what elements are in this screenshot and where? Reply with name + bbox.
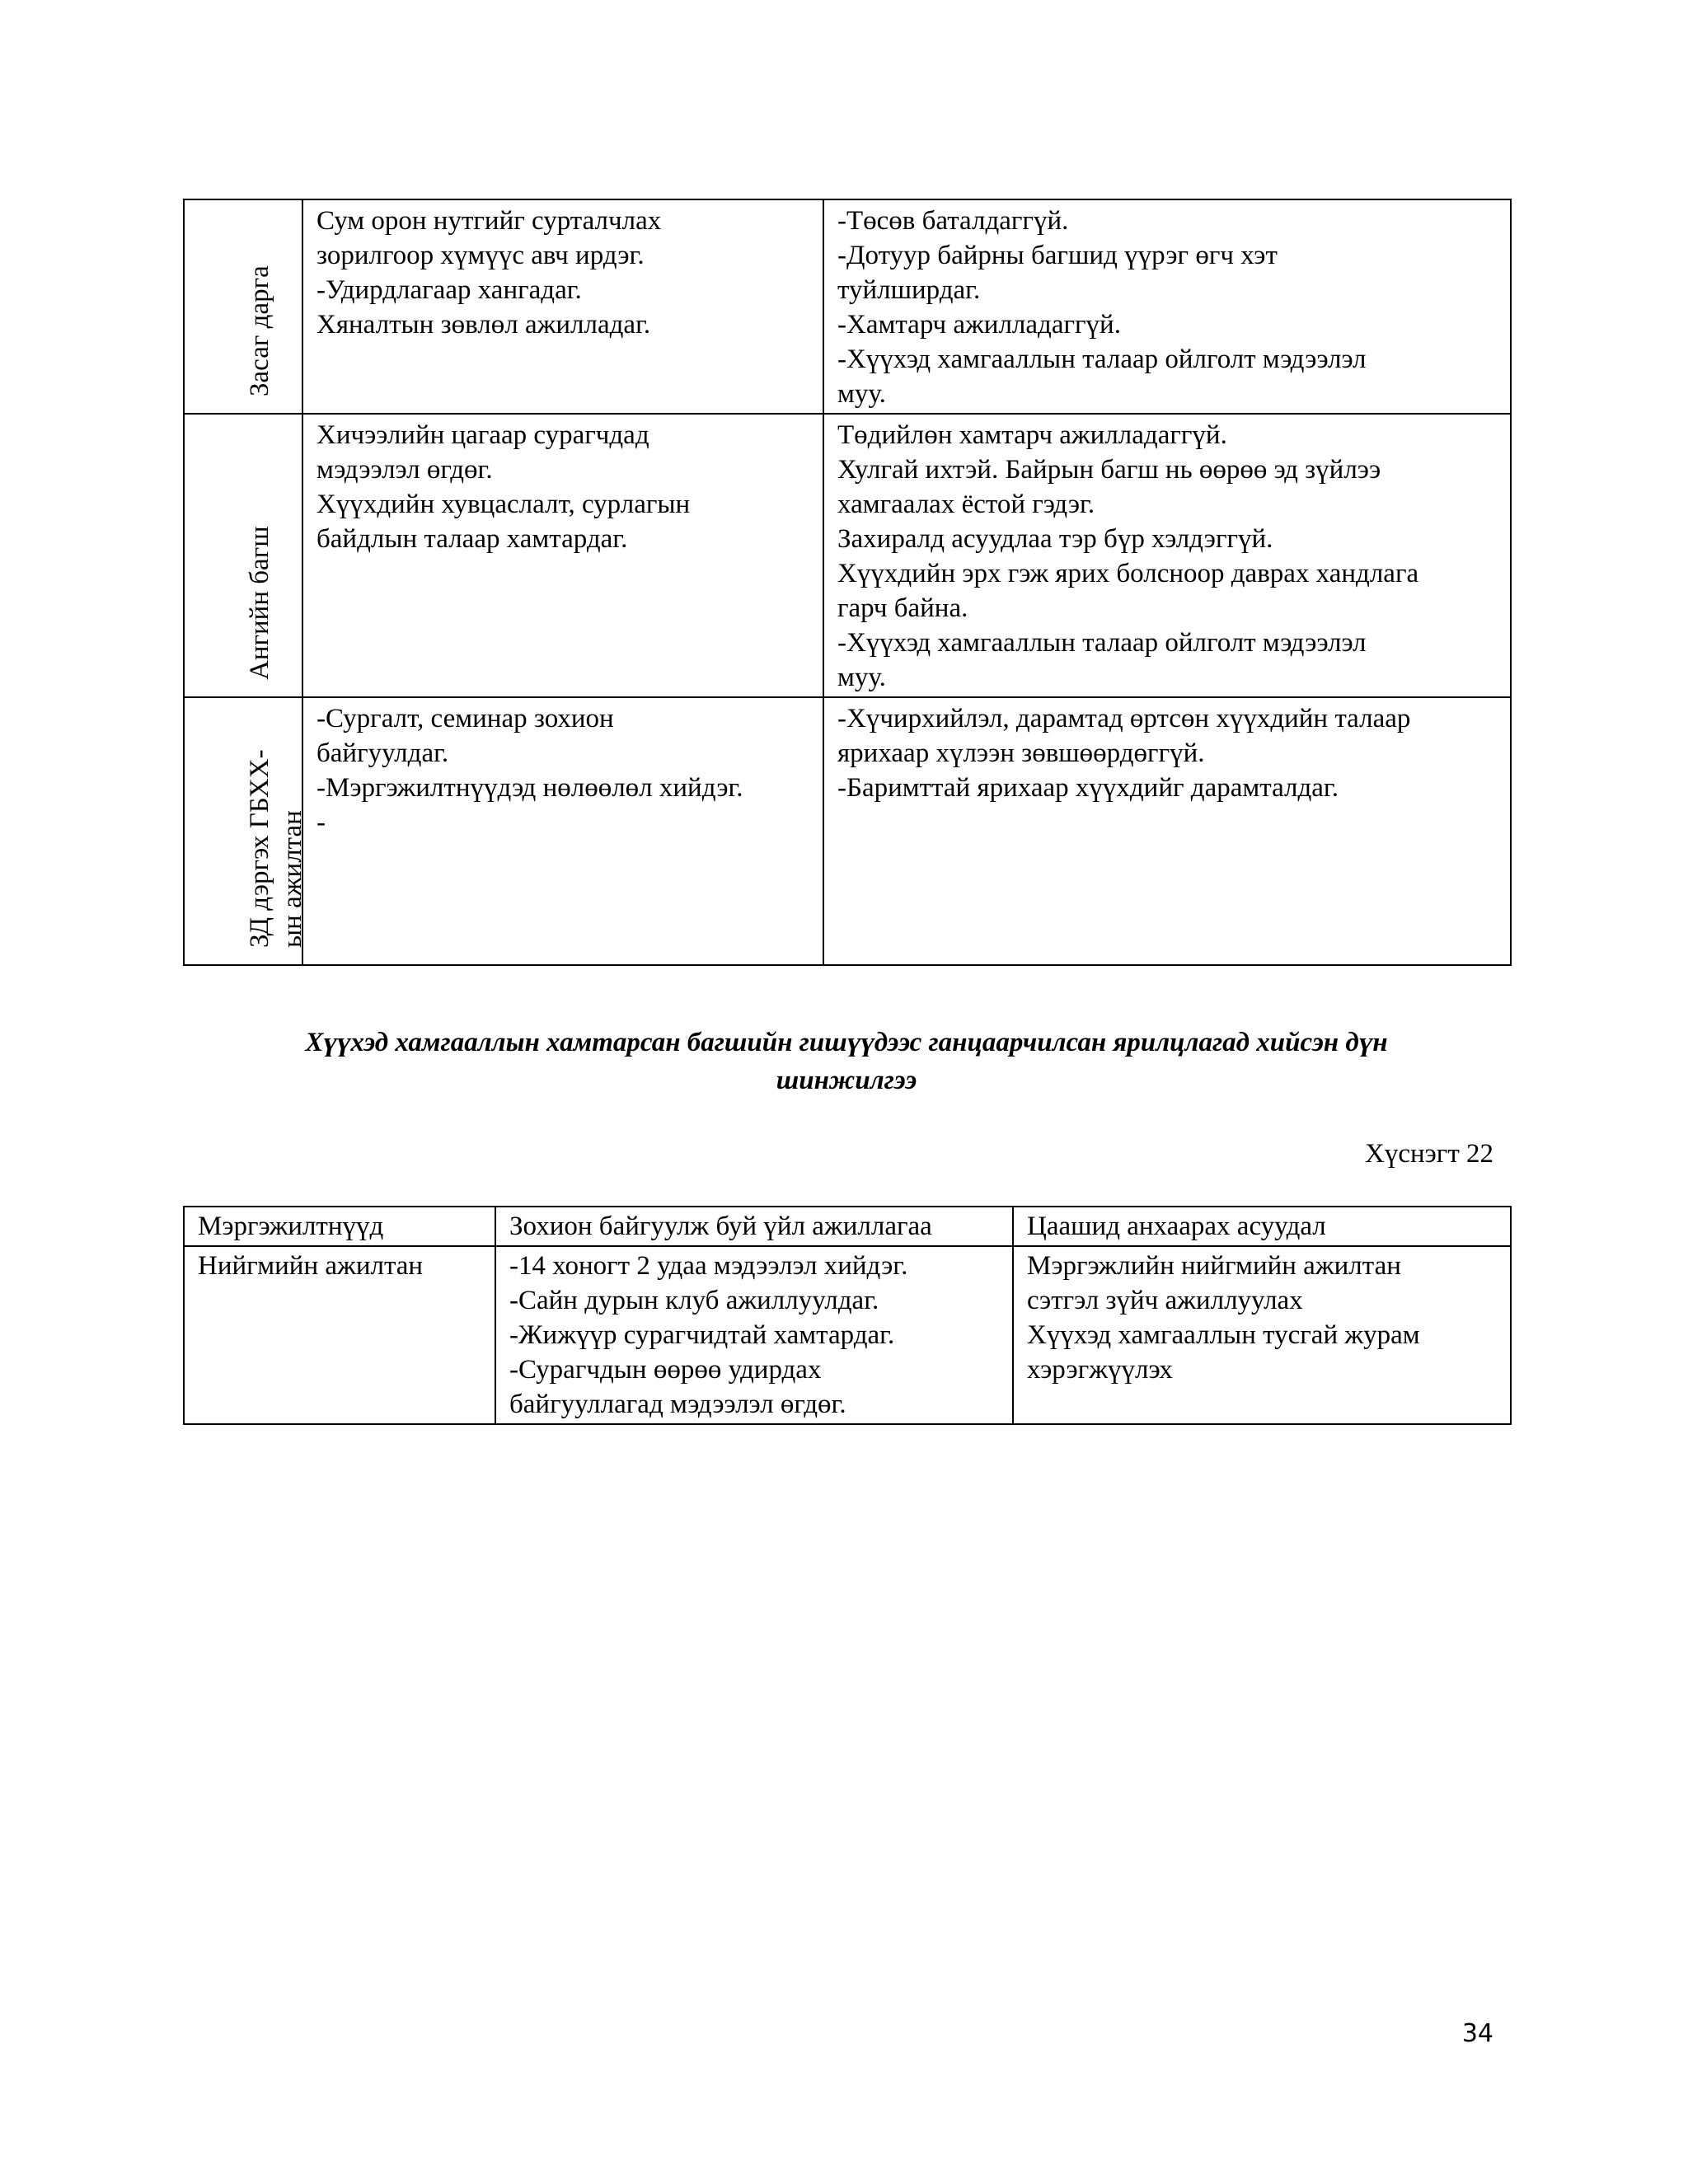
role-label: Засаг дарга (245, 265, 274, 396)
table-row (184, 1246, 1511, 1424)
column-header: Мэргэжилтнүүд (184, 1207, 495, 1246)
role-cell (184, 697, 307, 965)
future-issues-cell: Мэргэжлийн нийгмийн ажилтан сэтгэл зүйч ажиллуулах Хүүхэд хамгааллын тусгай журам хэрэгжүүлэх (1013, 1246, 1511, 1424)
table-number: Хүснэгт 22 (1364, 1139, 1493, 1169)
activities-cell: -14 хоногт 2 удаа мэдээлэл хийдэг. -Сайн дурын клуб ажиллуулдаг. -Жижүүр сурагчидтай хамтардаг. -Сурагчдын өөрөө удирдах байгууллагад мэдээлэл өгдөг. (495, 1246, 1013, 1424)
social-worker-table (183, 1206, 1512, 1425)
role-cell (184, 414, 302, 697)
role-cell (184, 199, 302, 414)
negative-cell: Төдийлөн хамтарч ажилладаггүй. Хулгай ихтэй. Байрын багш нь өөрөө эд зүйлээ хамгаалах ёстой гэдэг. Захиралд асуудлаа тэр бүр хэлдэггүй. Хүүхдийн эрх гэж ярих болсноор даврах хандлага гарч байна. -Хүүхэд хамгааллын талаар ойлголт мэдээлэл муу. (823, 414, 1511, 697)
table-row (184, 199, 1511, 414)
section-heading: Хүүхэд хамгааллын хамтарсан багшийн гишүүдээс ганцаарчилсан ярилцлагад хийсэн дүн шинжилгээ (305, 1028, 1388, 1095)
specialist-cell: Нийгмийн ажилтан (184, 1246, 495, 1424)
page-number: 34 (1461, 2019, 1493, 2048)
positive-cell: Хичээлийн цагаар сурагчдад мэдээлэл өгдөг. Хүүхдийн хувцаслалт, сурлагын байдлын талаар хамтардаг. (302, 414, 823, 697)
table-row (184, 697, 1511, 965)
table-row (184, 414, 1511, 697)
table-header-row (184, 1207, 1511, 1246)
stakeholder-table (183, 199, 1512, 966)
column-header: Зохион байгуулж буй үйл ажиллагаа (495, 1207, 1013, 1246)
positive-cell: -Сургалт, семинар зохион байгуулдаг. -Мэргэжилтнүүдэд нөлөөлөл хийдэг. - (302, 697, 823, 965)
positive-cell: Сум орон нутгийг сурталчлах зорилгоор хүмүүс авч ирдэг. -Удирдлагаар хангадаг. Хяналтын зөвлөл ажилладаг. (302, 199, 823, 414)
role-label: ЗД дэргэх ГБХХ- ын ажилтан (245, 749, 307, 948)
negative-cell: -Төсөв баталдаггүй. -Дотуур байрны багшид үүрэг өгч хэт туйлширдаг. -Хамтарч ажилладаггүй. -Хүүхэд хамгааллын талаар ойлголт мэдээлэл муу. (823, 199, 1511, 414)
column-header: Цаашид анхаарах асуудал (1013, 1207, 1511, 1246)
role-label: Ангийн багш (245, 526, 274, 680)
negative-cell: -Хүчирхийлэл, дарамтад өртсөн хүүхдийн талаар ярихаар хүлээн зөвшөөрдөггүй. -Баримттай ярихаар хүүхдийг дарамталдаг. (823, 697, 1511, 965)
